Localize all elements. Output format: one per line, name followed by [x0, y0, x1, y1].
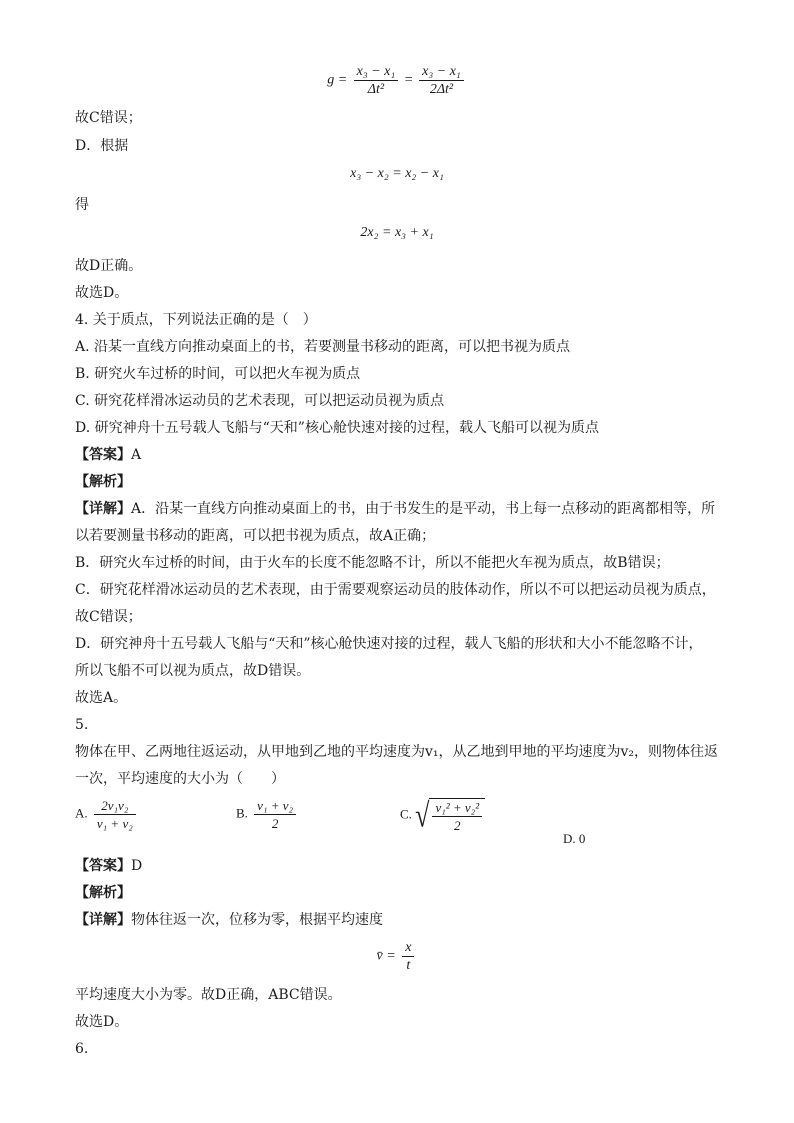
question-5-stem: 一次，平均速度的大小为（ ） — [75, 771, 285, 787]
eq-g-f1-denominator: Δt² — [367, 82, 385, 97]
eq-g-f1-numerator: x₃ − x₁ — [354, 64, 399, 81]
detail-line — [75, 910, 724, 930]
option-b-numerator: v₁ + v₂ — [254, 798, 296, 815]
option-c-sqrt — [415, 798, 485, 833]
detail-tag: 【详解】 — [75, 501, 131, 517]
detail-line: 故C错误； — [75, 609, 142, 625]
detail-line: C．研究花样滑冰运动员的艺术表现，由于需要观察运动员的肢体动作，所以不可以把运动员视为质点， — [75, 582, 716, 598]
option-label: B. — [236, 805, 248, 821]
eq-g-lhs: g = — [327, 72, 348, 88]
eq-g-f2-denominator: 2Δt² — [429, 82, 454, 97]
detail-line: D．研究神舟十五号载人飞船与“天和”核心舱快速对接的过程，载人飞船的形状和大小不能忽略不计， — [75, 636, 703, 652]
option-a-denominator: v₁ + v₂ — [96, 816, 133, 831]
detail-line: 故选D。 — [75, 1014, 129, 1030]
option-label: C. — [400, 806, 412, 822]
option-a-fraction — [94, 798, 136, 831]
text-line: 得 — [75, 197, 89, 213]
question-5-option-c — [400, 798, 485, 833]
option-c-denominator: 2 — [454, 818, 461, 833]
answer-line — [75, 856, 724, 876]
option-c-fraction — [432, 800, 482, 833]
eq-g-equals: = — [404, 72, 413, 88]
detail-line: B．研究火车过桥的时间，由于火车的长度不能忽略不计，所以不能把火车视为质点，故B错误； — [75, 555, 670, 571]
question-6-number: 6. — [75, 1041, 89, 1057]
equation-g — [0, 64, 794, 97]
detail-line: 以若要测量书移动的距离，可以把书视为质点，故A正确； — [75, 528, 436, 544]
detail-text: 物体往返一次，位移为零，根据平均速度 — [131, 912, 383, 928]
option-b-denominator: 2 — [271, 816, 279, 831]
answer-value: D — [131, 858, 143, 874]
analysis-tag: 【解析】 — [75, 885, 131, 901]
question-5-number: 5. — [75, 717, 89, 733]
question-4-option-c: C. 研究花样滑冰运动员的艺术表现，可以把运动员视为质点 — [75, 393, 445, 409]
question-5-option-a — [75, 798, 139, 831]
detail-line: 所以飞船不可以视为质点，故D错误。 — [75, 663, 311, 679]
text-line: 故C错误； — [75, 110, 142, 126]
analysis-tag: 【解析】 — [75, 474, 131, 490]
answer-value: A — [131, 447, 142, 463]
question-4-option-a: A. 沿某一直线方向推动桌面上的书，若要测量书移动的距离，可以把书视为质点 — [75, 339, 571, 355]
question-4-stem: 4. 关于质点，下列说法正确的是（ ） — [75, 312, 317, 328]
question-5-stem: 物体在甲、乙两地往返运动，从甲地到乙地的平均速度为v₁，从乙地到甲地的平均速度为v₂，则物体往返 — [75, 744, 719, 760]
question-5-option-b — [236, 798, 299, 831]
question-4-option-b: B. 研究火车过桥的时间，可以把火车视为质点 — [75, 366, 361, 382]
eq-g-fraction-2 — [419, 64, 464, 97]
eq-g-fraction-1 — [354, 64, 399, 97]
option-a-numerator: 2v₁v₂ — [94, 798, 136, 815]
option-c-numerator: v₁² + v₂² — [432, 800, 482, 817]
text-line: 故选D。 — [75, 285, 129, 301]
question-5-option-d — [563, 831, 585, 847]
text-line: 故D正确。 — [75, 258, 143, 274]
option-label: D. — [563, 831, 576, 846]
answer-line — [75, 445, 724, 465]
answer-tag: 【答案】 — [75, 858, 131, 874]
detail-line — [75, 499, 724, 519]
detail-line: 故选A。 — [75, 690, 128, 706]
eq-vbar-numerator: x — [402, 940, 414, 957]
eq-g-f2-numerator: x₃ − x₁ — [419, 64, 464, 81]
option-label: A. — [75, 805, 88, 821]
eq-vbar-fraction — [402, 940, 414, 973]
text-line: D．根据 — [75, 138, 129, 154]
sqrt-icon: √ — [415, 796, 430, 834]
equation-d2: 2x₂ = x₃ + x₁ — [360, 225, 434, 240]
eq-vbar-denominator: t — [406, 958, 411, 973]
option-b-fraction — [254, 798, 296, 831]
equation-vbar — [0, 940, 794, 973]
question-4-option-d: D. 研究神舟十五号载人飞船与“天和”核心舱快速对接的过程，载人飞船可以视为质点 — [75, 420, 599, 436]
answer-tag: 【答案】 — [75, 447, 131, 463]
detail-tag: 【详解】 — [75, 912, 131, 928]
option-d-value: 0 — [578, 831, 586, 846]
detail-line: 平均速度大小为零。故D正确，ABC错误。 — [75, 987, 342, 1003]
eq-vbar-lhs: v̄ = — [376, 948, 396, 964]
detail-text: A．沿某一直线方向推动桌面上的书，由于书发生的是平动，书上每一点移动的距离都相等，所 — [131, 501, 716, 517]
equation-d1: x₃ − x₂ = x₂ − x₁ — [350, 166, 444, 181]
